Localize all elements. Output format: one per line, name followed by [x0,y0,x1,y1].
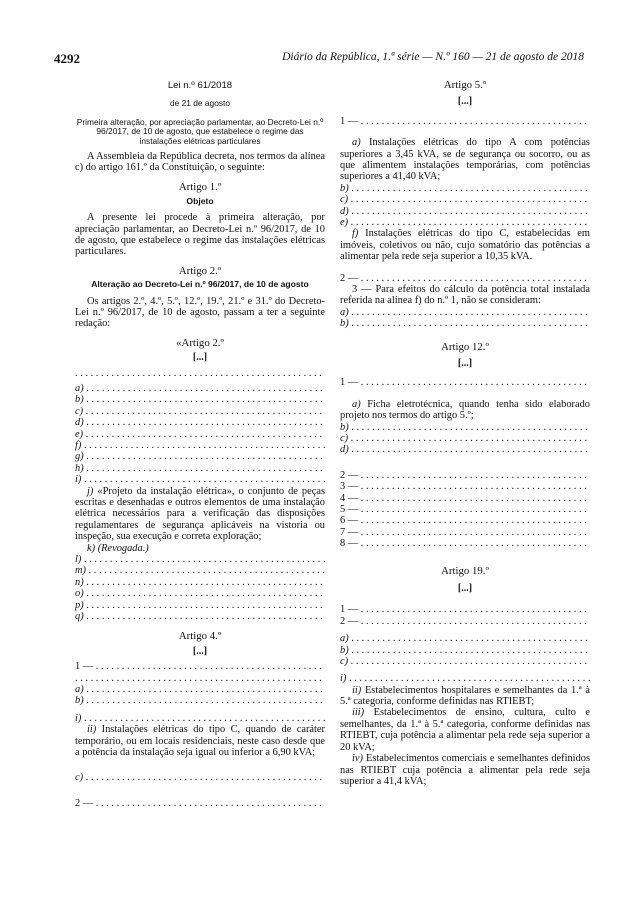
article-19-item-iii: iii) Estabelecimentos de ensino, cultura, culto e semelhantes, da 1.ª à 5.ª categoria, conforme definidas nas RTIEBT, cuja potência a alimentar pela rede seja superior a 20 kVA; [340,707,590,753]
list-item: d) . . . [340,444,590,455]
list-l-to-q [75,554,325,622]
article-19-title: Artigo 19.º [441,564,489,577]
article-4-number-2: 2 — . . . [75,798,325,809]
article-2-subtitle: Alteração ao Decreto-Lei n.º 96/2017, de 10 de agosto [91,279,309,290]
list-item: e) . . . [75,429,325,440]
article-5-title: Artigo 5.º [443,79,487,91]
numbered-item: 7 — . . . [340,527,590,538]
journal-title: Diário da República, 1.ª série — N.º 160 — 21 de agosto de 2018 [282,51,584,63]
article-4-item-ii: ii) Instalações elétricas do tipo C, quando de caráter temporário, ou em locais residenciais, neste caso desde que a potência da instalação seja igual ou inferior a 6,90 kVA; [75,724,325,758]
list-item: n) . . . [75,577,325,588]
list-item: q) . . . [75,611,325,622]
list-item: g) . . . [75,451,325,462]
list-item: a) . . . [340,307,590,318]
list-item: p) . . . [75,600,325,611]
article-12-item-a: a) Ficha eletrotécnica, quando tenha sido elaborado projeto nos termos do artigo 5.º; [340,398,590,422]
intro-paragraph: A Assembleia da República decreta, nos termos da alínea c) do artigo 161.º da Constituição, o seguinte: [75,150,325,173]
list-item: o) . . . [75,588,325,599]
law-title: Lei n.º 61/2018 [167,80,233,91]
article-1-subtitle: Objeto [186,195,214,206]
left-column [75,80,325,809]
list-item: c) . . . [340,656,590,667]
quoted-article-2-ellipsis: [...] [192,352,208,364]
article-5-ellipsis: [...] [457,96,473,108]
list-item: i) . . . [75,474,325,485]
list-item: b) . . . [340,183,590,194]
article-12-number-1: 1 — . . . [340,377,590,388]
dotted-line [75,368,325,379]
list-item: b) . . . [75,394,325,405]
list-item: m) . . . [75,565,325,576]
list-item: i) . . . [340,673,590,684]
list-item: c) . . . [340,433,590,444]
numbered-item: 2 — . . . [340,616,590,627]
list-item: b) . . . [75,695,325,706]
article-12-ellipsis: [...] [457,358,473,369]
item-j: j) «Projeto da instalação elétrica», o conjunto de peças escritas e desenhadas e outros elementos de uma instalação elétrica necessários para a verificação das disposições regulamentares de segurança aplicáveis na vistoria ou inspeção, sua execução e correta exploração; [75,485,325,543]
article-19-item-iv: iv) Estabelecimentos comerciais e semelhantes definidos nas RTIEBT cuja potência a alimentar pela rede seja superior a 41,4 kVA; [340,753,590,787]
article-1-text: A presente lei procede à primeira alteração, por apreciação parlamentar, ao Decreto-Lei n.º 96/2017, de 10 de agosto, que estabelece o regime das instalações elétricas particulares. [75,212,325,258]
quoted-article-2-title: «Artigo 2.º [176,336,224,349]
item-k: k) (Revogada.) [87,542,149,554]
law-summary: Primeira alteração, por apreciação parlamentar, ao Decreto-Lei n.º 96/2017, de 10 de agosto, que estabelece o regime das instalações elétricas particulares [76,116,324,146]
quoted-article-4-ellipsis: [...] [192,645,208,657]
numbered-item: 4 — . . . [340,493,590,504]
list-item: b) . . . [340,422,590,433]
list-item: d) . . . [340,206,590,217]
list-item: h) . . . [75,463,325,474]
page-header [54,51,584,67]
article-5-item-f: f) Instalações elétricas do tipo C, estabelecidas em imóveis, coletivos ou não, cujo somatório das potências a alimentar pela rede seja superior a 10,35 kVA. [340,228,590,263]
numbered-item: 8 — . . . [340,538,590,549]
numbered-item: 1 — . . . [340,604,590,615]
article-2-title: Artigo 2.º [178,264,222,277]
numbered-item: 5 — . . . [340,504,590,515]
list-item: i) . . . [75,713,325,724]
list-item: f) . . . [75,440,325,451]
article-5-number-2: 2 — . . . [340,273,590,284]
list-item: b) . . . [340,645,590,656]
list-item: b) . . . [340,318,590,329]
list-item: c) . . . [75,772,325,783]
article-1-title: Artigo 1.º [178,181,222,194]
article-2-text: Os artigos 2.º, 4.º, 5.º, 12.º, 19.º, 21.º e 31.º do Decreto-Lei n.º 96/2017, de 10 de agosto, passam a ter a seguinte redação: [75,295,325,330]
article-5-number-1: 1 — . . . [340,116,590,127]
article-5-number-3: 3 — Para efeitos do cálculo da potência total instalada referida na alínea f) do n.º 1, não se consideram: [340,284,590,307]
law-date: de 21 de agosto [169,98,231,109]
article-19-item-ii: ii) Estabelecimentos hospitalares e semelhantes da 1.ª à 5.ª categoria, conforme definidas nas RTIEBT; [340,684,590,708]
dotted-line [75,673,325,684]
list-item: a) . . . [75,383,325,394]
article-19-ellipsis: [...] [457,582,473,594]
list-item: c) . . . [340,194,590,205]
list-item: e) . . . [340,217,590,228]
page-number: 4292 [54,51,80,66]
article-12-title: Artigo 12.º [441,340,489,353]
list-a-to-i [75,383,325,486]
article-5-item-a: a) Instalações elétricas do tipo A com potências superiores a 3,45 kVA, se de segurança ou socorro, ou as que alimentem instalações temporárias, com potências superiores a 41,40 kVA; [340,137,590,183]
list-item: l) . . . [75,554,325,565]
numbered-item: 6 — . . . [340,515,590,526]
numbered-item: 3 — . . . [340,481,590,492]
list-item: a) . . . [340,633,590,644]
article-4-number-1: 1 — . . . [75,661,325,672]
quoted-article-4-title: Artigo 4.º [178,630,222,643]
list-item: c) . . . [75,406,325,417]
numbered-item: 2 — . . . [340,470,590,481]
list-item: d) . . . [75,417,325,428]
right-column [340,80,590,787]
list-item: a) . . . [75,684,325,695]
